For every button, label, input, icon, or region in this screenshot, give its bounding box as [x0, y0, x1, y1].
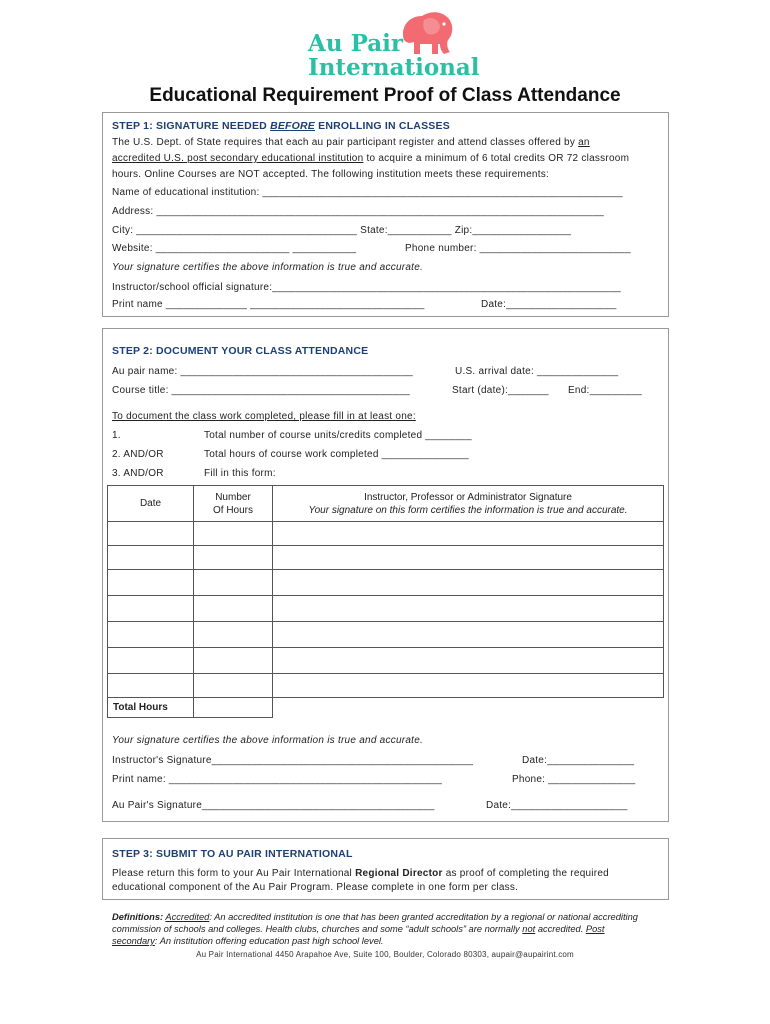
attendance-table — [107, 485, 664, 718]
step1-print-name-field[interactable]: Print name ______________ ______________________________ — [112, 299, 425, 310]
attendance-header-row — [108, 486, 664, 522]
logo-text-line1: Au Pair — [308, 30, 404, 57]
total-hours-cell[interactable] — [194, 698, 273, 718]
date-cell[interactable] — [108, 622, 194, 648]
step1-date-field[interactable]: Date:___________________ — [481, 299, 617, 310]
official-signature-field[interactable]: Instructor/school official signature:____________________________________________________________ — [112, 282, 621, 293]
hours-cell[interactable] — [194, 648, 273, 674]
step1-p1b: an — [578, 137, 590, 148]
end-date-field[interactable]: End:_________ — [568, 385, 642, 396]
header-signature-line2: Your signature on this form certifies the information is true and accurate. — [308, 505, 628, 516]
institution-name-field[interactable]: Name of educational institution: ______________________________________________________________ — [112, 187, 623, 198]
logo-text-line2: International — [308, 54, 480, 81]
total-hours-blank — [273, 698, 664, 718]
attendance-row[interactable] — [108, 648, 664, 674]
signature-cell[interactable] — [273, 674, 664, 698]
step1-p2b: to acquire a minimum of 6 total credits OR 72 classroom — [363, 153, 630, 164]
date-cell[interactable] — [108, 674, 194, 698]
step1-para-line2 — [112, 153, 629, 164]
header-signature — [273, 486, 664, 522]
attendance-row[interactable] — [108, 622, 664, 648]
hours-cell[interactable] — [194, 570, 273, 596]
step3-heading: STEP 3: SUBMIT TO AU PAIR INTERNATIONAL — [112, 848, 353, 860]
signature-cell[interactable] — [273, 570, 664, 596]
post-secondary-term: Post secondary — [112, 924, 605, 946]
definitions-label: Definitions: — [112, 912, 164, 922]
step2-phone-field[interactable]: Phone: _______________ — [512, 774, 636, 785]
signature-cell[interactable] — [273, 596, 664, 622]
step3-para-line2: educational component of the Au Pair Program. Please complete in one form per class. — [112, 882, 519, 893]
accredited-definition: : An accredited institution is one that has been granted accreditation by a regional or national accrediting commission of schools and colleges. Health clubs, churches and some “adult schools” are normally — [112, 912, 638, 934]
header-hours-line1: Number — [215, 492, 251, 503]
address-field[interactable]: Address: _____________________________________________________________________________ — [112, 206, 604, 217]
accredited-term: Accredited — [165, 912, 210, 922]
instructor-signature-field[interactable]: Instructor's Signature_____________________________________________ — [112, 755, 474, 766]
signature-cell[interactable] — [273, 648, 664, 674]
attendance-row[interactable] — [108, 522, 664, 546]
step1-heading-pre: STEP 1: SIGNATURE NEEDED — [112, 120, 271, 132]
step3-p1c: as proof of completing the required — [442, 868, 609, 879]
header-hours-line2: Of Hours — [212, 505, 253, 516]
hours-cell[interactable] — [194, 622, 273, 648]
signature-cell[interactable] — [273, 522, 664, 546]
step1-para-line3: hours. Online Courses are NOT accepted. The following institution meets these requirements: — [112, 169, 550, 180]
definitions-text — [112, 911, 652, 947]
au-pair-international-logo — [308, 10, 480, 81]
step1-p2a: accredited U.S. post secondary educational institution — [112, 153, 364, 164]
step2-certify-text: Your signature certifies the above information is true and accurate. — [112, 735, 424, 746]
footer-address: Au Pair International 4450 Arapahoe Ave, Suite 100, Boulder, Colorado 80303, aupair@aupairint.com — [196, 950, 574, 959]
hours-cell[interactable] — [194, 546, 273, 570]
au-pair-signature-field[interactable]: Au Pair's Signature________________________________________ — [112, 800, 435, 811]
elephant-icon — [394, 10, 458, 56]
hours-completed-field[interactable]: Total hours of course work completed _______________ — [204, 449, 469, 460]
step1-heading-before: BEFORE — [270, 120, 316, 132]
option3-number: 3. AND/OR — [112, 468, 164, 479]
signature-cell[interactable] — [273, 546, 664, 570]
accredited-end: accredited. — [535, 924, 586, 934]
instructor-date-field[interactable]: Date:_______________ — [522, 755, 635, 766]
attendance-row[interactable] — [108, 674, 664, 698]
date-cell[interactable] — [108, 522, 194, 546]
step1-certify-text: Your signature certifies the above information is true and accurate. — [112, 262, 424, 273]
start-date-field[interactable]: Start (date):_______ — [452, 385, 549, 396]
arrival-date-field[interactable]: U.S. arrival date: ______________ — [455, 366, 619, 377]
header-hours — [194, 486, 273, 522]
header-date — [108, 486, 194, 522]
website-field[interactable]: Website: _______________________ ___________ — [112, 243, 357, 254]
date-cell[interactable] — [108, 546, 194, 570]
attendance-row[interactable] — [108, 570, 664, 596]
fill-form-label: Fill in this form: — [204, 468, 276, 479]
step1-heading — [112, 120, 450, 132]
step1-heading-post: ENROLLING IN CLASSES — [315, 120, 450, 132]
hours-cell[interactable] — [194, 674, 273, 698]
hours-cell[interactable] — [194, 522, 273, 546]
hours-cell[interactable] — [194, 596, 273, 622]
credits-completed-field[interactable]: Total number of course units/credits completed ________ — [204, 430, 472, 441]
header-date-label: Date — [139, 498, 162, 509]
step1-para-line1 — [112, 137, 590, 148]
total-hours-row — [108, 698, 664, 718]
not-text: not — [522, 924, 536, 934]
date-cell[interactable] — [108, 596, 194, 622]
step2-print-name-field[interactable]: Print name: _______________________________________________ — [112, 774, 443, 785]
date-cell[interactable] — [108, 648, 194, 674]
option1-number: 1. — [112, 430, 121, 441]
city-state-zip-field[interactable]: City: ______________________________________ State:___________ Zip:_________________ — [112, 225, 572, 236]
step2-heading: STEP 2: DOCUMENT YOUR CLASS ATTENDANCE — [112, 345, 369, 357]
option2-number: 2. AND/OR — [112, 449, 164, 460]
course-title-field[interactable]: Course title: _________________________________________ — [112, 385, 410, 396]
instructions-text: To document the class work completed, please fill in at least one: — [112, 411, 416, 422]
step3-p1a: Please return this form to your Au Pair International — [112, 868, 356, 879]
attendance-row[interactable] — [108, 596, 664, 622]
date-cell[interactable] — [108, 570, 194, 596]
post-secondary-definition: : An institution offering education past high school level. — [154, 936, 384, 946]
au-pair-name-field[interactable]: Au pair name: ________________________________________ — [112, 366, 413, 377]
total-hours-label: Total Hours — [108, 698, 194, 718]
step3-para-line1 — [112, 868, 609, 879]
signature-cell[interactable] — [273, 622, 664, 648]
page-title: Educational Requirement Proof of Class Attendance — [149, 85, 621, 106]
step1-p1a: The U.S. Dept. of State requires that each au pair participant register and attend classes offered by — [112, 137, 579, 148]
header-signature-line1: Instructor, Professor or Administrator Signature — [364, 492, 572, 503]
regional-director-text: Regional Director — [355, 868, 443, 879]
au-pair-date-field[interactable]: Date:____________________ — [486, 800, 628, 811]
phone-number-field[interactable]: Phone number: __________________________ — [405, 243, 631, 254]
attendance-row[interactable] — [108, 546, 664, 570]
